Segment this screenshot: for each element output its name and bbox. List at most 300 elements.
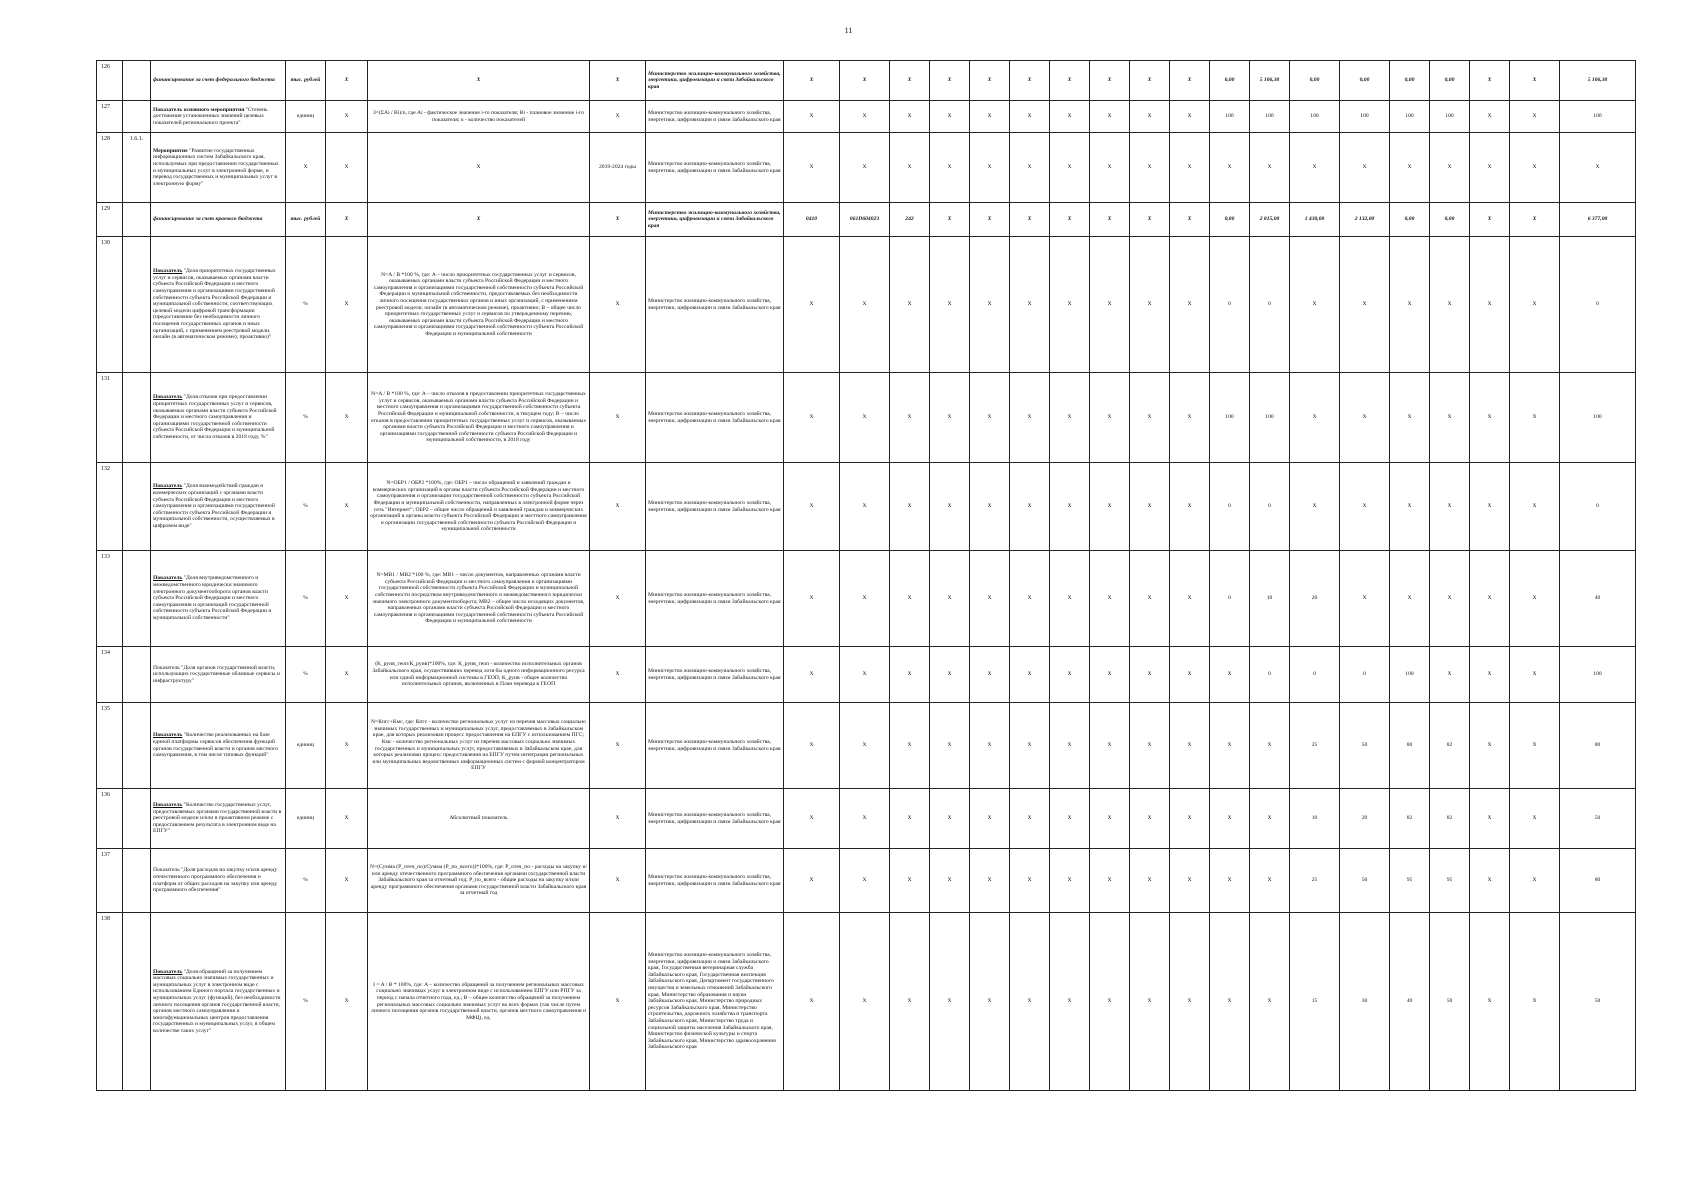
responsible-executor-cell: Министерство жилищно-коммунального хозяйства, энергетики, цифровизации и связи Забайкальского края — [646, 203, 784, 237]
value-cell: X — [1010, 101, 1050, 133]
value-cell: X — [1130, 647, 1170, 703]
value-cell: X — [1470, 463, 1510, 551]
value-cell: X — [784, 101, 840, 133]
table-row — [97, 789, 1636, 849]
value-cell: 20 — [1290, 551, 1340, 647]
value-cell: X — [1170, 463, 1210, 551]
x-cell: X — [326, 913, 368, 1091]
value-cell: 0 — [1340, 647, 1390, 703]
value-cell: 0,00 — [1210, 61, 1250, 101]
value-cell: X — [1010, 551, 1050, 647]
value-cell: 5 106,30 — [1250, 61, 1290, 101]
value-cell: X — [890, 703, 930, 789]
indicator-name-part: "Развитие государственных информационных систем Забайкальского края, используемых при предоставлении государственных и муниципальных услуг в электронной форме, и перевод государственных и муниципальных услуг в электронную форму" — [153, 147, 279, 187]
x-cell: X — [326, 101, 368, 133]
value-cell: 0410 — [784, 203, 840, 237]
row-number-cell: 127 — [97, 101, 123, 133]
value-cell: X — [1250, 849, 1290, 913]
value-cell: X — [1560, 133, 1636, 203]
value-cell: X — [1010, 373, 1050, 463]
indicator-name-part: Показатель — [153, 802, 183, 809]
value-cell: 0 — [1250, 237, 1290, 373]
value-cell: X — [1430, 237, 1470, 373]
value-cell: 0,00 — [1290, 61, 1340, 101]
value-cell: 0,00 — [1430, 203, 1470, 237]
value-cell: X — [1010, 849, 1050, 913]
value-cell: X — [1340, 551, 1390, 647]
value-cell: X — [1290, 237, 1340, 373]
item-code-cell — [123, 789, 151, 849]
responsible-executor-cell: Министерство жилищно-коммунального хозяйства, энергетики, цифровизации и связи Забайкальского края — [646, 647, 784, 703]
row-number-cell: 132 — [97, 463, 123, 551]
value-cell: 100 — [1560, 101, 1636, 133]
value-cell: X — [840, 373, 890, 463]
value-cell: X — [1130, 463, 1170, 551]
value-cell: 100 — [1390, 101, 1430, 133]
value-cell: X — [930, 133, 970, 203]
value-cell: 10 — [1290, 789, 1340, 849]
responsible-executor-cell: Министерство жилищно-коммунального хозяйства, энергетики, цифровизации и связи Забайкальского края — [646, 789, 784, 849]
formula-cell: X — [368, 133, 590, 203]
value-cell: 95 — [1390, 849, 1430, 913]
value-cell: X — [1050, 647, 1090, 703]
indicator-name-cell — [151, 789, 286, 849]
value-cell: 0 — [1250, 463, 1290, 551]
value-cell: X — [1170, 703, 1210, 789]
row-number-cell: 129 — [97, 203, 123, 237]
value-cell: X — [970, 237, 1010, 373]
value-cell: X — [840, 463, 890, 551]
indicator-name-part: Показатель "Доля расходов на закупку и/или аренду отечественного программного обеспечения и платформ от общих расходов на закупку или аренду программного обеспечения" — [153, 867, 278, 894]
value-cell: X — [1430, 551, 1470, 647]
period-cell: X — [590, 703, 646, 789]
x-cell: X — [326, 463, 368, 551]
value-cell: X — [930, 913, 970, 1091]
value-cell: X — [1050, 101, 1090, 133]
value-cell: X — [840, 849, 890, 913]
x-cell: X — [326, 237, 368, 373]
value-cell: X — [1510, 551, 1560, 647]
value-cell: 82 — [1430, 703, 1470, 789]
unit-cell: X — [286, 133, 326, 203]
value-cell: X — [1470, 789, 1510, 849]
value-cell: X — [784, 551, 840, 647]
formula-cell: Абсолютный показатель — [368, 789, 590, 849]
value-cell: X — [1170, 203, 1210, 237]
program-indicators-table — [96, 60, 1636, 1091]
value-cell: 100 — [1560, 373, 1636, 463]
value-cell: X — [1130, 913, 1170, 1091]
value-cell: X — [1250, 913, 1290, 1091]
formula-cell: (К_руив_геоп/К_руив)*100%, где: К_руив_геоп - количество исполнительных органов Забайкальского края, осуществивших перевод хотя бы одного информационного ресурса или одной информационной системы в ГЕОП; К_руив - общее количество исполнительных органов, включенных в План перевода в ГЕОП — [368, 647, 590, 703]
value-cell: X — [1170, 551, 1210, 647]
value-cell: X — [1090, 203, 1130, 237]
row-number-cell: 135 — [97, 703, 123, 789]
value-cell: X — [784, 133, 840, 203]
indicator-name-part: "Доля взаимодействий граждан и коммерческих организаций с органами власти субъекта Российской Федерации и местного самоуправления и организациями государственной собственности субъекта Российской Федерации и муниципальной собственности, осуществляемых в цифровом виде" — [153, 483, 275, 529]
value-cell: X — [890, 61, 930, 101]
unit-cell: единиц — [286, 703, 326, 789]
unit-cell: % — [286, 849, 326, 913]
formula-cell: X — [368, 203, 590, 237]
value-cell: 80 — [1560, 703, 1636, 789]
value-cell: 80 — [1390, 703, 1430, 789]
table-row — [97, 913, 1636, 1091]
item-code-cell — [123, 551, 151, 647]
value-cell: X — [970, 373, 1010, 463]
responsible-executor-cell: Министерство жилищно-коммунального хозяйства, энергетики, цифровизации и связи Забайкальского края — [646, 849, 784, 913]
value-cell: X — [970, 133, 1010, 203]
row-number-cell: 131 — [97, 373, 123, 463]
value-cell: X — [930, 849, 970, 913]
value-cell: X — [1010, 203, 1050, 237]
value-cell: 0,00 — [1430, 61, 1470, 101]
value-cell: X — [1430, 647, 1470, 703]
value-cell: X — [970, 647, 1010, 703]
formula-cell: N=ОБР1 / ОБР2 *100%, где: ОБР1 – число обращений и заявлений граждан и коммерческих организаций в органы власти субъекта Российской Федерации и местного самоуправления и организации государственной собственности субъекта Российской Федерации и муниципальной собственности, направленных в электронной форме через сеть "Интернет"; ОБР2 – общее число обращений и заявлений граждан и коммерческих организаций в органы власти субъекта Российской Федерации и местного самоуправления и организации государственной собственности субъекта Российской Федерации и муниципальной собственности — [368, 463, 590, 551]
responsible-executor-cell: Министерство жилищно-коммунального хозяйства, энергетики, цифровизации и связи Забайкальского края — [646, 551, 784, 647]
row-number-cell: 134 — [97, 647, 123, 703]
indicator-name-cell — [151, 551, 286, 647]
value-cell: X — [1210, 789, 1250, 849]
value-cell: X — [970, 61, 1010, 101]
value-cell: X — [1010, 647, 1050, 703]
value-cell: 100 — [1290, 101, 1340, 133]
value-cell: 6 377,00 — [1560, 203, 1636, 237]
indicator-name-cell — [151, 463, 286, 551]
value-cell: 100 — [1210, 101, 1250, 133]
value-cell: X — [930, 237, 970, 373]
value-cell: X — [1430, 373, 1470, 463]
value-cell: X — [930, 463, 970, 551]
value-cell: X — [1510, 373, 1560, 463]
value-cell: X — [970, 789, 1010, 849]
value-cell: X — [1170, 913, 1210, 1091]
value-cell: 82 — [1430, 789, 1470, 849]
indicator-name-part: финансирование за счет краевого бюджета — [153, 216, 263, 223]
value-cell: X — [970, 463, 1010, 551]
value-cell: 100 — [1430, 101, 1470, 133]
value-cell: 0 — [1290, 647, 1340, 703]
period-cell: X — [590, 463, 646, 551]
value-cell: 25 — [1290, 703, 1340, 789]
period-cell: X — [590, 203, 646, 237]
value-cell: X — [1510, 61, 1560, 101]
value-cell: X — [1170, 101, 1210, 133]
value-cell: X — [1470, 61, 1510, 101]
period-cell: X — [590, 101, 646, 133]
value-cell: X — [1430, 463, 1470, 551]
value-cell: 242 — [890, 203, 930, 237]
value-cell: X — [1050, 61, 1090, 101]
value-cell: X — [1290, 373, 1340, 463]
period-cell: X — [590, 237, 646, 373]
value-cell: X — [840, 237, 890, 373]
value-cell: 0,00 — [1390, 61, 1430, 101]
value-cell: X — [1090, 133, 1130, 203]
item-code-cell — [123, 61, 151, 101]
value-cell: X — [784, 913, 840, 1091]
value-cell: 0 — [1250, 647, 1290, 703]
value-cell: X — [930, 703, 970, 789]
value-cell: X — [1510, 913, 1560, 1091]
value-cell: X — [1170, 373, 1210, 463]
item-code-cell — [123, 703, 151, 789]
table-row — [97, 463, 1636, 551]
item-code-cell — [123, 373, 151, 463]
unit-cell: тыс. рублей — [286, 203, 326, 237]
x-cell: X — [326, 647, 368, 703]
unit-cell: % — [286, 373, 326, 463]
value-cell: X — [1510, 237, 1560, 373]
item-code-cell — [123, 849, 151, 913]
formula-cell: З=(ΣАi / Bi)/n, где Аi - фактическое значение i-го показателя; Вi - плановое значение i-го показателя; n - количество показателей — [368, 101, 590, 133]
value-cell: X — [970, 913, 1010, 1091]
formula-cell: N=(Сумма (P_отеч_по)/Сумма (P_по_всего))*100%, где: P_отеч_по - расходы на закупку и/или аренду отечественного программного обеспечения органами государственной власти Забайкальского края за отчетный год; P_по_всего - общие расходы на закупку и/или аренду программного обеспечения органами государственной власти Забайкальского края за отчетный год — [368, 849, 590, 913]
value-cell: X — [930, 551, 970, 647]
indicator-name-part: Показатель — [153, 483, 183, 490]
value-cell: 40 — [1560, 551, 1636, 647]
value-cell: X — [1470, 101, 1510, 133]
value-cell: 100 — [1250, 373, 1290, 463]
x-cell: X — [326, 133, 368, 203]
value-cell: X — [1340, 237, 1390, 373]
value-cell: X — [1090, 373, 1130, 463]
value-cell: X — [1050, 551, 1090, 647]
value-cell: X — [1090, 551, 1130, 647]
value-cell: 82 — [1390, 789, 1430, 849]
value-cell: X — [1390, 373, 1430, 463]
value-cell: 25 — [1290, 849, 1340, 913]
value-cell: X — [1050, 789, 1090, 849]
value-cell: X — [890, 101, 930, 133]
indicator-name-part: Показатель — [153, 732, 183, 739]
value-cell: X — [784, 463, 840, 551]
value-cell: X — [1130, 101, 1170, 133]
indicator-name-part: финансирование за счет федерального бюджета — [153, 77, 275, 84]
period-cell: X — [590, 789, 646, 849]
table-row — [97, 551, 1636, 647]
indicator-name-part: Мероприятие — [153, 147, 188, 154]
value-cell: 0 — [1210, 237, 1250, 373]
value-cell: X — [1130, 203, 1170, 237]
value-cell: X — [1340, 463, 1390, 551]
x-cell: X — [326, 849, 368, 913]
value-cell: 0 — [1210, 463, 1250, 551]
indicator-name-part: Показатель — [153, 575, 183, 582]
value-cell: X — [1090, 463, 1130, 551]
indicator-name-part: Показатель — [153, 268, 183, 275]
period-cell: X — [590, 647, 646, 703]
value-cell: X — [1340, 373, 1390, 463]
value-cell: X — [1130, 61, 1170, 101]
value-cell: 061D604023 — [840, 203, 890, 237]
formula-cell: I = A / B * 100%, где: A – количество обращений за получением региональных массовых социально значимых услуг в электронном виде с использованием ЕПГУ или РПГУ за период с начала отчетного года, ед.; B – общее количество обращений за получением региональных массовых социально значимых услуг во всех формах (так числе путем личного посещения органов государственной власти, органов местного самоуправления и МФЦ), ед. — [368, 913, 590, 1091]
value-cell: X — [784, 789, 840, 849]
period-cell: X — [590, 373, 646, 463]
period-cell: X — [590, 61, 646, 101]
item-code-cell — [123, 463, 151, 551]
value-cell: X — [1250, 789, 1290, 849]
item-code-cell — [123, 647, 151, 703]
value-cell: X — [970, 203, 1010, 237]
indicator-name-cell — [151, 133, 286, 203]
value-cell: X — [784, 373, 840, 463]
responsible-executor-cell: Министерство жилищно-коммунального хозяйства, энергетики, цифровизации и связи Забайкальского края — [646, 373, 784, 463]
value-cell: 0 — [1210, 551, 1250, 647]
indicator-name-part: Показатель — [153, 968, 183, 975]
value-cell: X — [784, 647, 840, 703]
period-cell: X — [590, 913, 646, 1091]
value-cell: X — [1130, 551, 1170, 647]
unit-cell: % — [286, 913, 326, 1091]
value-cell: X — [1470, 373, 1510, 463]
value-cell: X — [1510, 703, 1560, 789]
value-cell: X — [1430, 133, 1470, 203]
indicator-name-cell — [151, 237, 286, 373]
row-number-cell: 130 — [97, 237, 123, 373]
value-cell: X — [890, 849, 930, 913]
item-code-cell — [123, 237, 151, 373]
indicator-name-cell — [151, 101, 286, 133]
value-cell: 10 — [1250, 551, 1290, 647]
formula-cell: X — [368, 61, 590, 101]
responsible-executor-cell: Министерство жилищно-коммунального хозяйства, энергетики, цифровизации и связи Забайкальского края — [646, 101, 784, 133]
value-cell: X — [1210, 647, 1250, 703]
table-row — [97, 203, 1636, 237]
value-cell: X — [840, 913, 890, 1091]
value-cell: X — [890, 463, 930, 551]
page-number: 11 — [844, 26, 853, 35]
period-cell: X — [590, 849, 646, 913]
responsible-executor-cell: Министерство жилищно-коммунального хозяйства, энергетики, цифровизации и связи Забайкальского края — [646, 703, 784, 789]
value-cell: X — [1470, 647, 1510, 703]
x-cell: X — [326, 373, 368, 463]
unit-cell: единиц — [286, 789, 326, 849]
value-cell: X — [890, 551, 930, 647]
value-cell: X — [1130, 133, 1170, 203]
value-cell: X — [1470, 913, 1510, 1091]
value-cell: X — [1470, 237, 1510, 373]
table-row — [97, 373, 1636, 463]
value-cell: X — [970, 101, 1010, 133]
value-cell: X — [970, 849, 1010, 913]
value-cell: 50 — [1560, 789, 1636, 849]
value-cell: X — [1250, 703, 1290, 789]
value-cell: 80 — [1560, 849, 1636, 913]
value-cell: X — [890, 237, 930, 373]
indicator-name-cell — [151, 703, 286, 789]
value-cell: X — [840, 647, 890, 703]
value-cell: X — [890, 133, 930, 203]
value-cell: X — [784, 61, 840, 101]
indicator-name-part: "Доля обращений за получением массовых социально значимых государственных и муниципальных услуг в электронном виде с использованием Единого портала государственных и муниципальных услуг (функций), без необходимости личного посещения органов государственной власти, органов местного самоуправления и многофункциональных центров предоставления государственных и муниципальных услуг, в общем количестве таких услуг" — [153, 968, 281, 1034]
value-cell: X — [784, 703, 840, 789]
value-cell: 100 — [1390, 647, 1430, 703]
value-cell: 2 132,00 — [1340, 203, 1390, 237]
value-cell: X — [1210, 133, 1250, 203]
value-cell: X — [890, 647, 930, 703]
value-cell: X — [1050, 373, 1090, 463]
value-cell: X — [1290, 133, 1340, 203]
value-cell: X — [1130, 237, 1170, 373]
value-cell: X — [1210, 703, 1250, 789]
value-cell: 0,00 — [1390, 203, 1430, 237]
value-cell: X — [1390, 551, 1430, 647]
indicator-name-cell — [151, 61, 286, 101]
value-cell: X — [784, 849, 840, 913]
value-cell: X — [1010, 703, 1050, 789]
table-row — [97, 101, 1636, 133]
value-cell: X — [1090, 237, 1130, 373]
value-cell: X — [970, 703, 1010, 789]
indicator-name-part: "Количество реализованных на базе единой платформы сервисов обеспечения функций органов государственной власти и органов местного самоуправления, в том числе типовых функций" — [153, 732, 279, 759]
value-cell: X — [1170, 789, 1210, 849]
value-cell: X — [1510, 789, 1560, 849]
table-row — [97, 647, 1636, 703]
indicator-name-part: "Доля внутриведомственного и межведомственного юридически значимого электронного документооборота органов власти субъекта Российской Федерации и местного самоуправления и организаций государственной собственности субъекта Российской Федерации и муниципальной собственности" — [153, 575, 272, 621]
item-code-cell — [123, 203, 151, 237]
value-cell: 100 — [1560, 647, 1636, 703]
value-cell: X — [1010, 133, 1050, 203]
value-cell: X — [1130, 789, 1170, 849]
item-code-cell: 1.6.1. — [123, 133, 151, 203]
value-cell: X — [840, 133, 890, 203]
value-cell: 100 — [1250, 101, 1290, 133]
value-cell: X — [890, 373, 930, 463]
value-cell: 1 430,00 — [1290, 203, 1340, 237]
formula-cell: N=A / B *100 %, где: A – число отказов в предоставлении приоритетных государственных услуг и сервисов, оказываемых органами власти субъекта Российской Федерации и местного самоуправления и организациями государственной собственности субъекта Российской Федерации и муниципальной собственности, в текущем году; B – число отказов в предоставлении приоритетных государственных услуг и сервисов, оказываемых органами власти субъекта Российской Федерации и местного самоуправления и организациями государственной собственности субъекта Российской Федерации и муниципальной собственности, в 2018 году — [368, 373, 590, 463]
indicator-name-part: "Доля отказов при предоставлении приоритетных государственных услуг и сервисов, оказываемых органами власти субъекта Российской Федерации и местного самоуправления и организациями государственной собственности субъекта Российской Федерации и муниципальной собственности, от числа отказов в 2018 году, %" — [153, 394, 277, 440]
value-cell: X — [970, 551, 1010, 647]
responsible-executor-cell: Министерство жилищно-коммунального хозяйства, энергетики, цифровизации и связи Забайкальского края — [646, 61, 784, 101]
value-cell: X — [1130, 703, 1170, 789]
value-cell: X — [1250, 133, 1290, 203]
value-cell: 100 — [1210, 373, 1250, 463]
responsible-executor-cell: Министерство жилищно-коммунального хозяйства, энергетики, цифровизации и связи Забайкальского края — [646, 463, 784, 551]
value-cell: X — [840, 101, 890, 133]
value-cell: X — [1090, 61, 1130, 101]
value-cell: X — [1010, 789, 1050, 849]
value-cell: X — [1470, 133, 1510, 203]
value-cell: 50 — [1340, 849, 1390, 913]
x-cell: X — [326, 703, 368, 789]
formula-cell: N=A / B *100 %, где: A – число приоритетных государственных услуг и сервисов, оказываемых органами власти субъекта Российской Федерации и местного самоуправления и организациями государственной собственности субъекта Российской Федерации и муниципальной собственности, предоставляемых без необходимости личного посещения государственных органов и иных организаций, с применением реестровой модели, онлайн (в автоматическом режиме), проактивно; B – общее число приоритетных государственных услуг и сервисов по утвержденному перечню, оказываемых органами власти субъекта Российской Федерации и местного самоуправления и организациями государственной собственности субъекта Российской Федерации и муниципальной собственности — [368, 237, 590, 373]
value-cell: X — [1010, 913, 1050, 1091]
value-cell: X — [784, 237, 840, 373]
table-row — [97, 703, 1636, 789]
indicator-name-cell — [151, 647, 286, 703]
value-cell: X — [1090, 101, 1130, 133]
value-cell: 95 — [1430, 849, 1470, 913]
value-cell: X — [1510, 203, 1560, 237]
indicator-name-part: Показатель "Доля органов государственной власти, использующих государственные облачные сервисы и инфраструктуру" — [153, 664, 280, 684]
row-number-cell: 137 — [97, 849, 123, 913]
table-row — [97, 133, 1636, 203]
value-cell: X — [1090, 849, 1130, 913]
value-cell: X — [1010, 463, 1050, 551]
indicator-name-cell — [151, 849, 286, 913]
value-cell: X — [1470, 203, 1510, 237]
value-cell: X — [1090, 913, 1130, 1091]
value-cell: 2 815,00 — [1250, 203, 1290, 237]
item-code-cell — [123, 101, 151, 133]
indicator-name-part: Показатель — [153, 394, 183, 401]
x-cell: X — [326, 551, 368, 647]
table-row — [97, 237, 1636, 373]
value-cell: X — [930, 203, 970, 237]
formula-cell: N=МВ1 / МВ2 *100 %, где: МВ1 – число документов, направленных органами власти субъекта Российской Федерации и местного самоуправления и организациями государственной собственности субъекта Российской Федерации и муниципальной собственности посредством внутриведомственного и межведомственного юридически значимого электронного документооборота; МВ2 – общее число исходящих документов, направленных органами власти субъекта Российской Федерации и местного самоуправления и организациями государственной собственности субъекта Российской Федерации и муниципальной собственности — [368, 551, 590, 647]
